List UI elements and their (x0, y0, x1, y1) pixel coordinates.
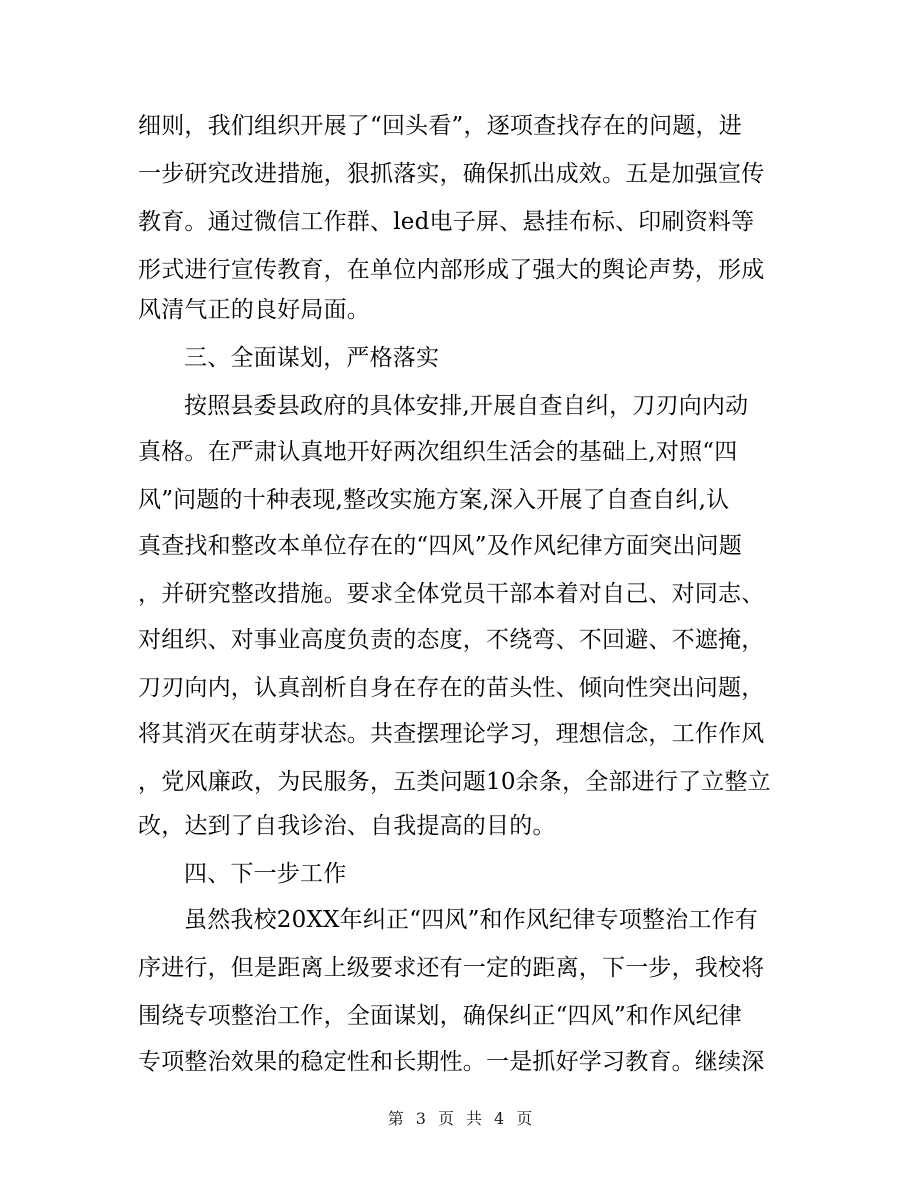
body-text-line: 风”问题的十种表现,整改实施方案,深入开展了自查自纠,认 (138, 487, 730, 513)
body-text-line: 细则，我们组织开展了“回头看”，逐项查找存在的问题，进 (138, 113, 742, 139)
body-text-line: 一步研究改进措施，狠抓落实，确保抓出成效。五是加强宣传 (138, 161, 765, 187)
section-heading-4: 四、下一步工作 (184, 861, 347, 887)
body-text-line: 专项整治效果的稳定性和长期性。一是抓好学习教育。继续深 (138, 1049, 765, 1075)
body-text-line: 按照县委县政府的具体安排,开展自查自纠，刀刃向内动 (184, 393, 749, 419)
footer-current-page: 3 (415, 1109, 426, 1128)
body-text-line: 虽然我校20XX年纠正“四风”和作风纪律专项整治工作有 (184, 907, 758, 933)
body-text-line: 刀刃向内，认真剖析自身在存在的苗头性、倾向性突出问题， (138, 675, 765, 701)
footer-suffix: 页 (516, 1109, 533, 1128)
body-text-line: 围绕专项整治工作，全面谋划，确保纠正“四风”和作风纪律 (138, 1003, 742, 1029)
footer-total-pages: 4 (494, 1109, 505, 1128)
body-text-line: 形式进行宣传教育，在单位内部形成了强大的舆论声势，形成 (138, 257, 765, 283)
body-text-line: 风清气正的良好局面。 (138, 297, 370, 323)
body-text-line: 对组织、对事业高度负责的态度，不绕弯、不回避、不遮掩， (138, 627, 765, 653)
body-text-line: 教育。通过微信工作群、led电子屏、悬挂布标、印刷资料等 (138, 209, 755, 235)
body-text-line: 序进行，但是距离上级要求还有一定的距离，下一步，我校将 (138, 955, 765, 981)
section-heading-3: 三、全面谋划，严格落实 (184, 345, 440, 371)
body-text-line: 将其消灭在萌芽状态。共查摆理论学习，理想信念，工作作风 (138, 721, 765, 747)
footer-prefix: 第 (387, 1109, 404, 1128)
footer-page-word: 页 (437, 1109, 454, 1128)
body-text-line: 真格。在严肃认真地开好两次组织生活会的基础上,对照“四 (138, 439, 738, 465)
body-text-line: ，党风廉政，为民服务，五类问题10余条，全部进行了立整立 (138, 769, 771, 795)
body-text-line: 真查找和整改本单位存在的“四风”及作风纪律方面突出问题 (138, 533, 742, 559)
page-footer (0, 1108, 920, 1130)
footer-total-word: 共 (466, 1109, 483, 1128)
body-text-line: ，并研究整改措施。要求全体党员干部本着对自己、对同志、 (138, 581, 765, 607)
body-text-line: 改，达到了自我诊治、自我提高的目的。 (138, 813, 556, 839)
